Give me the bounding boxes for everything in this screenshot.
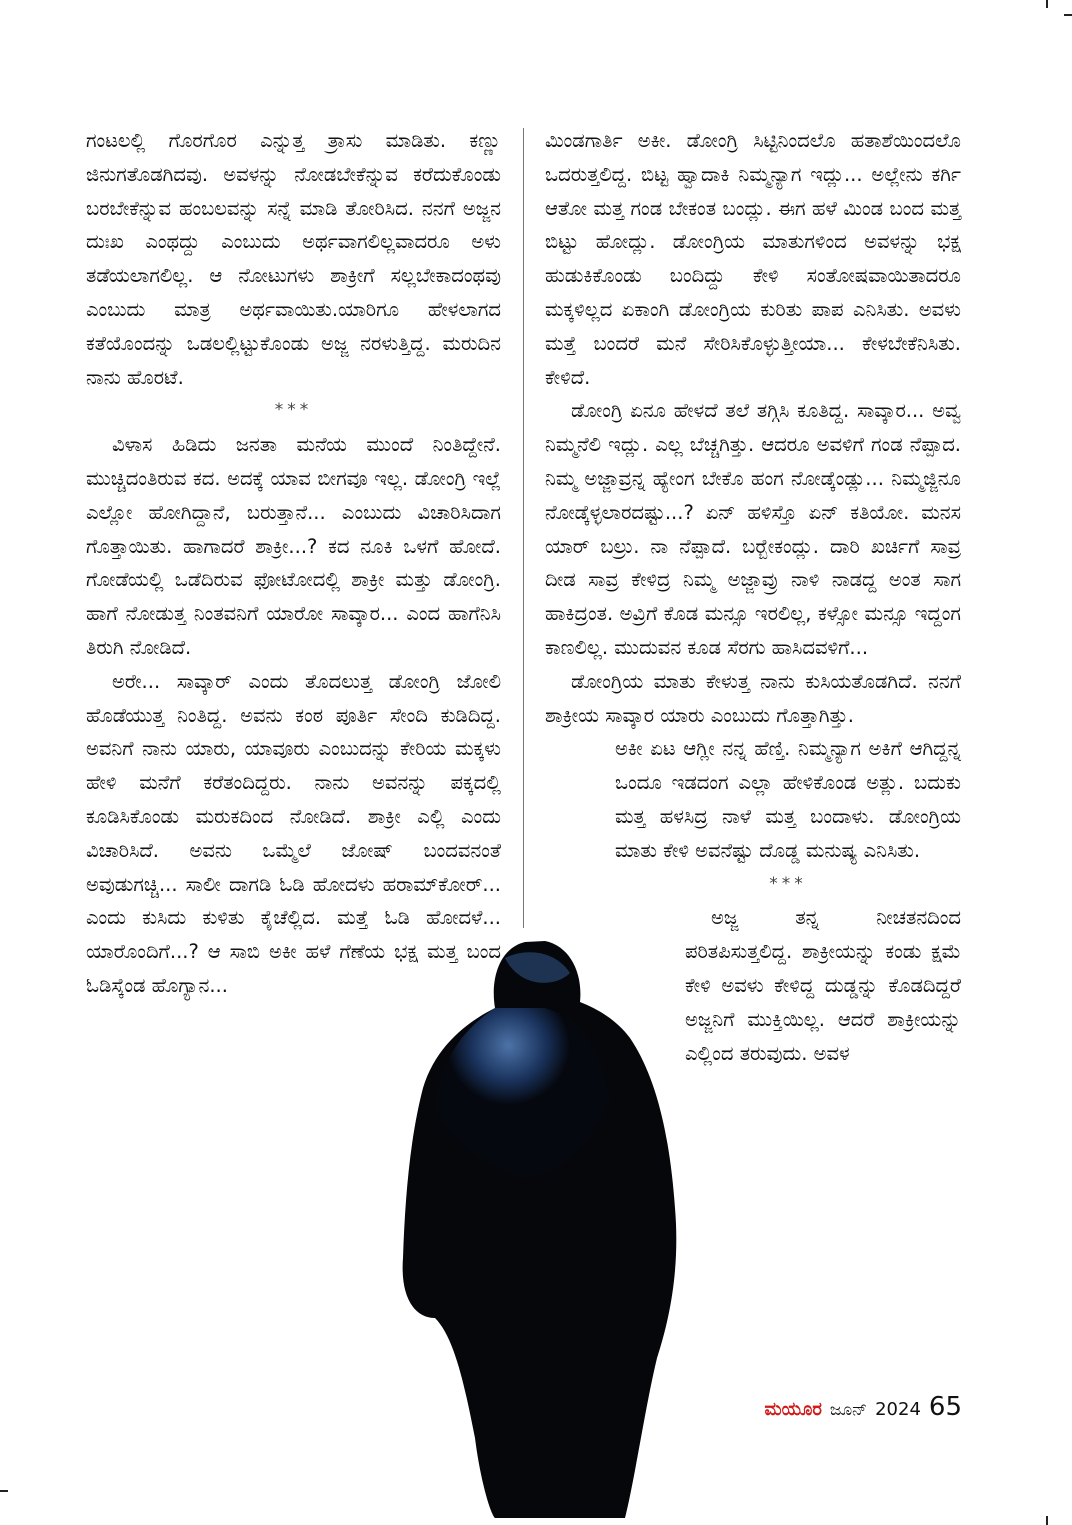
section-separator: *** (769, 873, 807, 894)
paragraph: ಅಜ್ಜ ತನ್ನ ನೀಚತನದಿಂದ ಪರಿತಪಿಸುತ್ತಲಿದ್ದ. ಶಾಕ್ರೀಯನ್ನು ಕಂಡು ಕ್ಷಮೆ ಕೇಳಿ ಅವಳು ಕೇಳಿದ್ದ ದುಡ್ಡನ್ನು ಕೊಡದಿದ್ದರೆ ಅಜ್ಜನಿಗೆ ಮುಕ್ತಿಯಿಲ್ಲ. ಆದರೆ ಶಾಕ್ರೀಯನ್ನು ಎಲ್ಲಿಂದ ತರುವುದು. ಅವಳ (685, 906, 961, 1065)
paragraph: ಡೋಂಗ್ರಿಯ ಮಾತು ಕೇಳುತ್ತ ನಾನು ಕುಸಿಯತೊಡಗಿದೆ. ನನಗೆ ಶಾಕ್ರೀಯ ಸಾವ್ಕಾರ ಯಾರು ಎಂಬುದು ಗೊತ್ತಾಗಿತ್ತು. (545, 669, 961, 727)
crop-mark-right-top (1064, 14, 1072, 16)
crop-mark-left-bottom (0, 1490, 8, 1492)
paragraph: ಗಂಟಲಲ್ಲಿ ಗೊರಗೊರ ಎನ್ನುತ್ತ ತ್ರಾಸು ಮಾಡಿತು. ಕಣ್ಣು ಜಿನುಗತೊಡಗಿದವು. ಅವಳನ್ನು ನೋಡಬೇಕೆನ್ನುವ ಕರೆದುಕೊಂಡು ಬರಬೇಕೆನ್ನುವ ಹಂಬಲವನ್ನು ಸನ್ನೆ ಮಾಡಿ ತೋರಿಸಿದ. ನನಗೆ ಅಜ್ಜನ ದುಃಖ ಎಂಥದ್ದು ಎಂಬುದು ಅರ್ಥವಾಗಲಿಲ್ಲವಾದರೂ ಅಳು ತಡೆಯಲಾಗಲಿಲ್ಲ. ಆ ನೋಟುಗಳು ಶಾಕ್ರೀಗೆ ಸಲ್ಲಬೇಕಾದಂಥವು ಎಂಬುದು ಮಾತ್ರ ಅರ್ಥವಾಯಿತು.ಯಾರಿಗೂ ಹೇಳಲಾಗದ ಕತೆಯೊಂದನ್ನು ಒಡಲಲ್ಲಿಟ್ಟುಕೊಂಡು ಅಜ್ಜ ನರಳುತ್ತಿದ್ದ. ಮರುದಿನ ನಾನು ಹೊರಟೆ. (86, 129, 501, 389)
hooded-figure-illustration (395, 938, 695, 1518)
column-divider (523, 128, 524, 928)
paragraph: ಡೋಂಗ್ರಿ ಏನೂ ಹೇಳದೆ ತಲೆ ತಗ್ಗಿಸಿ ಕೂತಿದ್ದ. ಸಾವ್ಕಾರ... ಅವ್ವ ನಿಮ್ಮನೆಲಿ ಇದ್ಲು. ಎಲ್ಲ ಬೆಚ್ಚಗಿತ್ತು. ಆದರೂ ಅವಳಿಗೆ ಗಂಡ ನೆಪ್ಪಾದ. ನಿಮ್ಮ ಅಜ್ಜಾವ್ರನ್ನ ಹ್ಯೇಂಗ ಬೇಕೊ ಹಂಗ ನೋಡ್ಕೆಂಡ್ಲು... ನಿಮ್ಮಜ್ಜಿನೂ ನೋಡ್ಕೆಳ್ಳಲಾರದಷ್ಟು...? ಏನ್ ಹಳಿಸ್ತೊ ಏನ್ ಕತಿಯೋ. ಮನಸ ಯಾರ್ ಬಲ್ರು. ನಾ ನೆಪ್ಪಾದೆ. ಬರ್‍ಬೇಕಂದ್ಲು. ದಾರಿ ಖರ್ಚಿಗೆ ಸಾವ್ರ ದೀಡ ಸಾವ್ರ ಕೇಳಿದ್ರ ನಿಮ್ಮ ಅಜ್ಜಾವ್ರು ನಾಳಿ ನಾಡದ್ದ ಅಂತ ಸಾಗ ಹಾಕಿದ್ರಂತ. ಅವ್ರಿಗೆ ಕೊಡ ಮನ್ಸೂ ಇರಲಿಲ್ಲ, ಕಳ್ಸೋ ಮನ್ಸೂ ಇದ್ದಂಗ ಕಾಣಲಿಲ್ಲ. ಮುದುವನ ಕೂಡ ಸೆರಗು ಹಾಸಿದವಳಿಗೆ... (545, 399, 961, 659)
issue-month: ಜೂನ್ (829, 1400, 868, 1420)
page-footer (764, 1392, 962, 1422)
page-number: 65 (928, 1392, 962, 1422)
right-column (545, 124, 961, 1070)
issue-year: 2024 (875, 1399, 921, 1420)
section-separator: *** (274, 400, 313, 421)
paragraph: ಅಕೀ ಏಟ ಆಗ್ಲೀ ನನ್ನ ಹೆಣ್ತಿ. ನಿಮ್ಮನ್ಯಾಗ ಅಕಿಗೆ ಆಗಿದ್ದನ್ನ ಒಂದೂ ಇಡದಂಗ ಎಲ್ಲಾ ಹೇಳಿಕೊಂಡ ಅತ್ಲು. ಬದುಕು ಮತ್ತ ಹಳಸಿದ್ರ ನಾಳೆ ಮತ್ತ ಬಂದಾಳು. ಡೋಂಗ್ರಿಯ ಮಾತು ಕೇಳಿ ಅವನೆಷ್ಟು ದೊಡ್ಡ ಮನುಷ್ಯ ಎನಿಸಿತು. (615, 737, 961, 862)
crop-mark-top (1046, 0, 1048, 8)
paragraph: ಅರೇ... ಸಾವ್ಕಾರ್ ಎಂದು ತೊದಲುತ್ತ ಡೋಂಗ್ರಿ ಜೋಲಿ ಹೊಡೆಯುತ್ತ ನಿಂತಿದ್ದ. ಅವನು ಕಂಠ ಪೂರ್ತಿ ಸೇಂದಿ ಕುಡಿದಿದ್ದ. ಅವನಿಗೆ ನಾನು ಯಾರು, ಯಾವೂರು ಎಂಬುದನ್ನು ಕೇರಿಯ ಮಕ್ಕಳು ಹೇಳಿ ಮನೆಗೆ ಕರೆತಂದಿದ್ದರು. ನಾನು ಅವನನ್ನು ಪಕ್ಕದಲ್ಲಿ ಕೂಡಿಸಿಕೊಂಡು ಮರುಕದಿಂದ ನೋಡಿದೆ. ಶಾಕ್ರೀ ಎಲ್ಲಿ ಎಂದು ವಿಚಾರಿಸಿದೆ. ಅವನು ಒಮ್ಮೆಲೆ ಜೋಷ್ ಬಂದವನಂತೆ ಅವುಡುಗಚ್ಚಿ... ಸಾಲೀ ದಾಗಡಿ ಓಡಿ ಹೋದಳು ಹರಾಮ್‌ಕೋರ್... ಎಂದು ಕುಸಿದು ಕುಳಿತು ಕೈಚೆಲ್ಲಿದ. ಮತ್ತೆ ಓಡಿ ಹೋದಳೆ... ಯಾರೊಂದಿಗೆ...? ಆ ಸಾಬಿ ಅಕೀ ಹಳೆ ಗೆಣೆಯ ಭಕ್ಷ ಮತ್ತ ಬಂದ ಓಡಿಸ್ಕೆಂಡ ಹೊಗ್ಯಾನ... (86, 669, 501, 997)
paragraph: ವಿಳಾಸ ಹಿಡಿದು ಜನತಾ ಮನೆಯ ಮುಂದೆ ನಿಂತಿದ್ದೇನೆ. ಮುಚ್ಚಿದಂತಿರುವ ಕದ. ಅದಕ್ಕೆ ಯಾವ ಬೀಗವೂ ಇಲ್ಲ. ಡೋಂಗ್ರಿ ಇಲ್ಲೆ ಎಲ್ಲೋ ಹೋಗಿದ್ದಾನೆ, ಬರುತ್ತಾನೆ... ಎಂಬುದು ವಿಚಾರಿಸಿದಾಗ ಗೊತ್ತಾಯಿತು. ಹಾಗಾದರೆ ಶಾಕ್ರೀ...? ಕದ ನೂಕಿ ಒಳಗೆ ಹೋದೆ. ಗೋಡೆಯಲ್ಲಿ ಒಡೆದಿರುವ ಫೋಟೋದಲ್ಲಿ ಶಾಕ್ರೀ ಮತ್ತು ಡೋಂಗ್ರಿ. ಹಾಗೆ ನೋಡುತ್ತ ನಿಂತವನಿಗೆ ಯಾರೋ ಸಾವ್ಕಾರ... ಎಂದ ಹಾಗೆನಿಸಿ ತಿರುಗಿ ನೋಡಿದೆ. (86, 433, 501, 659)
paragraph: ಮಿಂಡಗಾರ್ತಿ ಅಕೀ. ಡೋಂಗ್ರಿ ಸಿಟ್ಟಿನಿಂದಲೊ ಹತಾಶೆಯಿಂದಲೊ ಒದರುತ್ತಲಿದ್ದ. ಬಿಟ್ಟ ಹ್ವಾದಾಕಿ ನಿಮ್ಮನ್ಯಾಗ ಇದ್ಲು... ಅಲ್ಲೇನು ಕರ್ಗಿ ಆತೋ ಮತ್ತ ಗಂಡ ಬೇಕಂತ ಬಂದ್ಲು. ಈಗ ಹಳೆ ಮಿಂಡ ಬಂದ ಮತ್ತ ಬಿಟ್ಟು ಹೋದ್ಲು. ಡೋಂಗ್ರಿಯ ಮಾತುಗಳಿಂದ ಅವಳನ್ನು ಭಕ್ಷ ಹುಡುಕಿಕೊಂಡು ಬಂದಿದ್ದು ಕೇಳಿ ಸಂತೋಷವಾಯಿತಾದರೂ ಮಕ್ಕಳಿಲ್ಲದ ಏಕಾಂಗಿ ಡೋಂಗ್ರಿಯ ಕುರಿತು ಪಾಪ ಎನಿಸಿತು. ಅವಳು ಮತ್ತೆ ಬಂದರೆ ಮನೆ ಸೇರಿಸಿಕೊಳ್ಳುತ್ತೀಯಾ... ಕೇಳಬೇಕೆನಿಸಿತು. ಕೇಳಿದೆ. (545, 129, 961, 389)
magazine-name: ಮಯೂರ (764, 1399, 822, 1420)
crop-mark-bottom (1046, 1516, 1048, 1525)
left-column (86, 124, 501, 1003)
